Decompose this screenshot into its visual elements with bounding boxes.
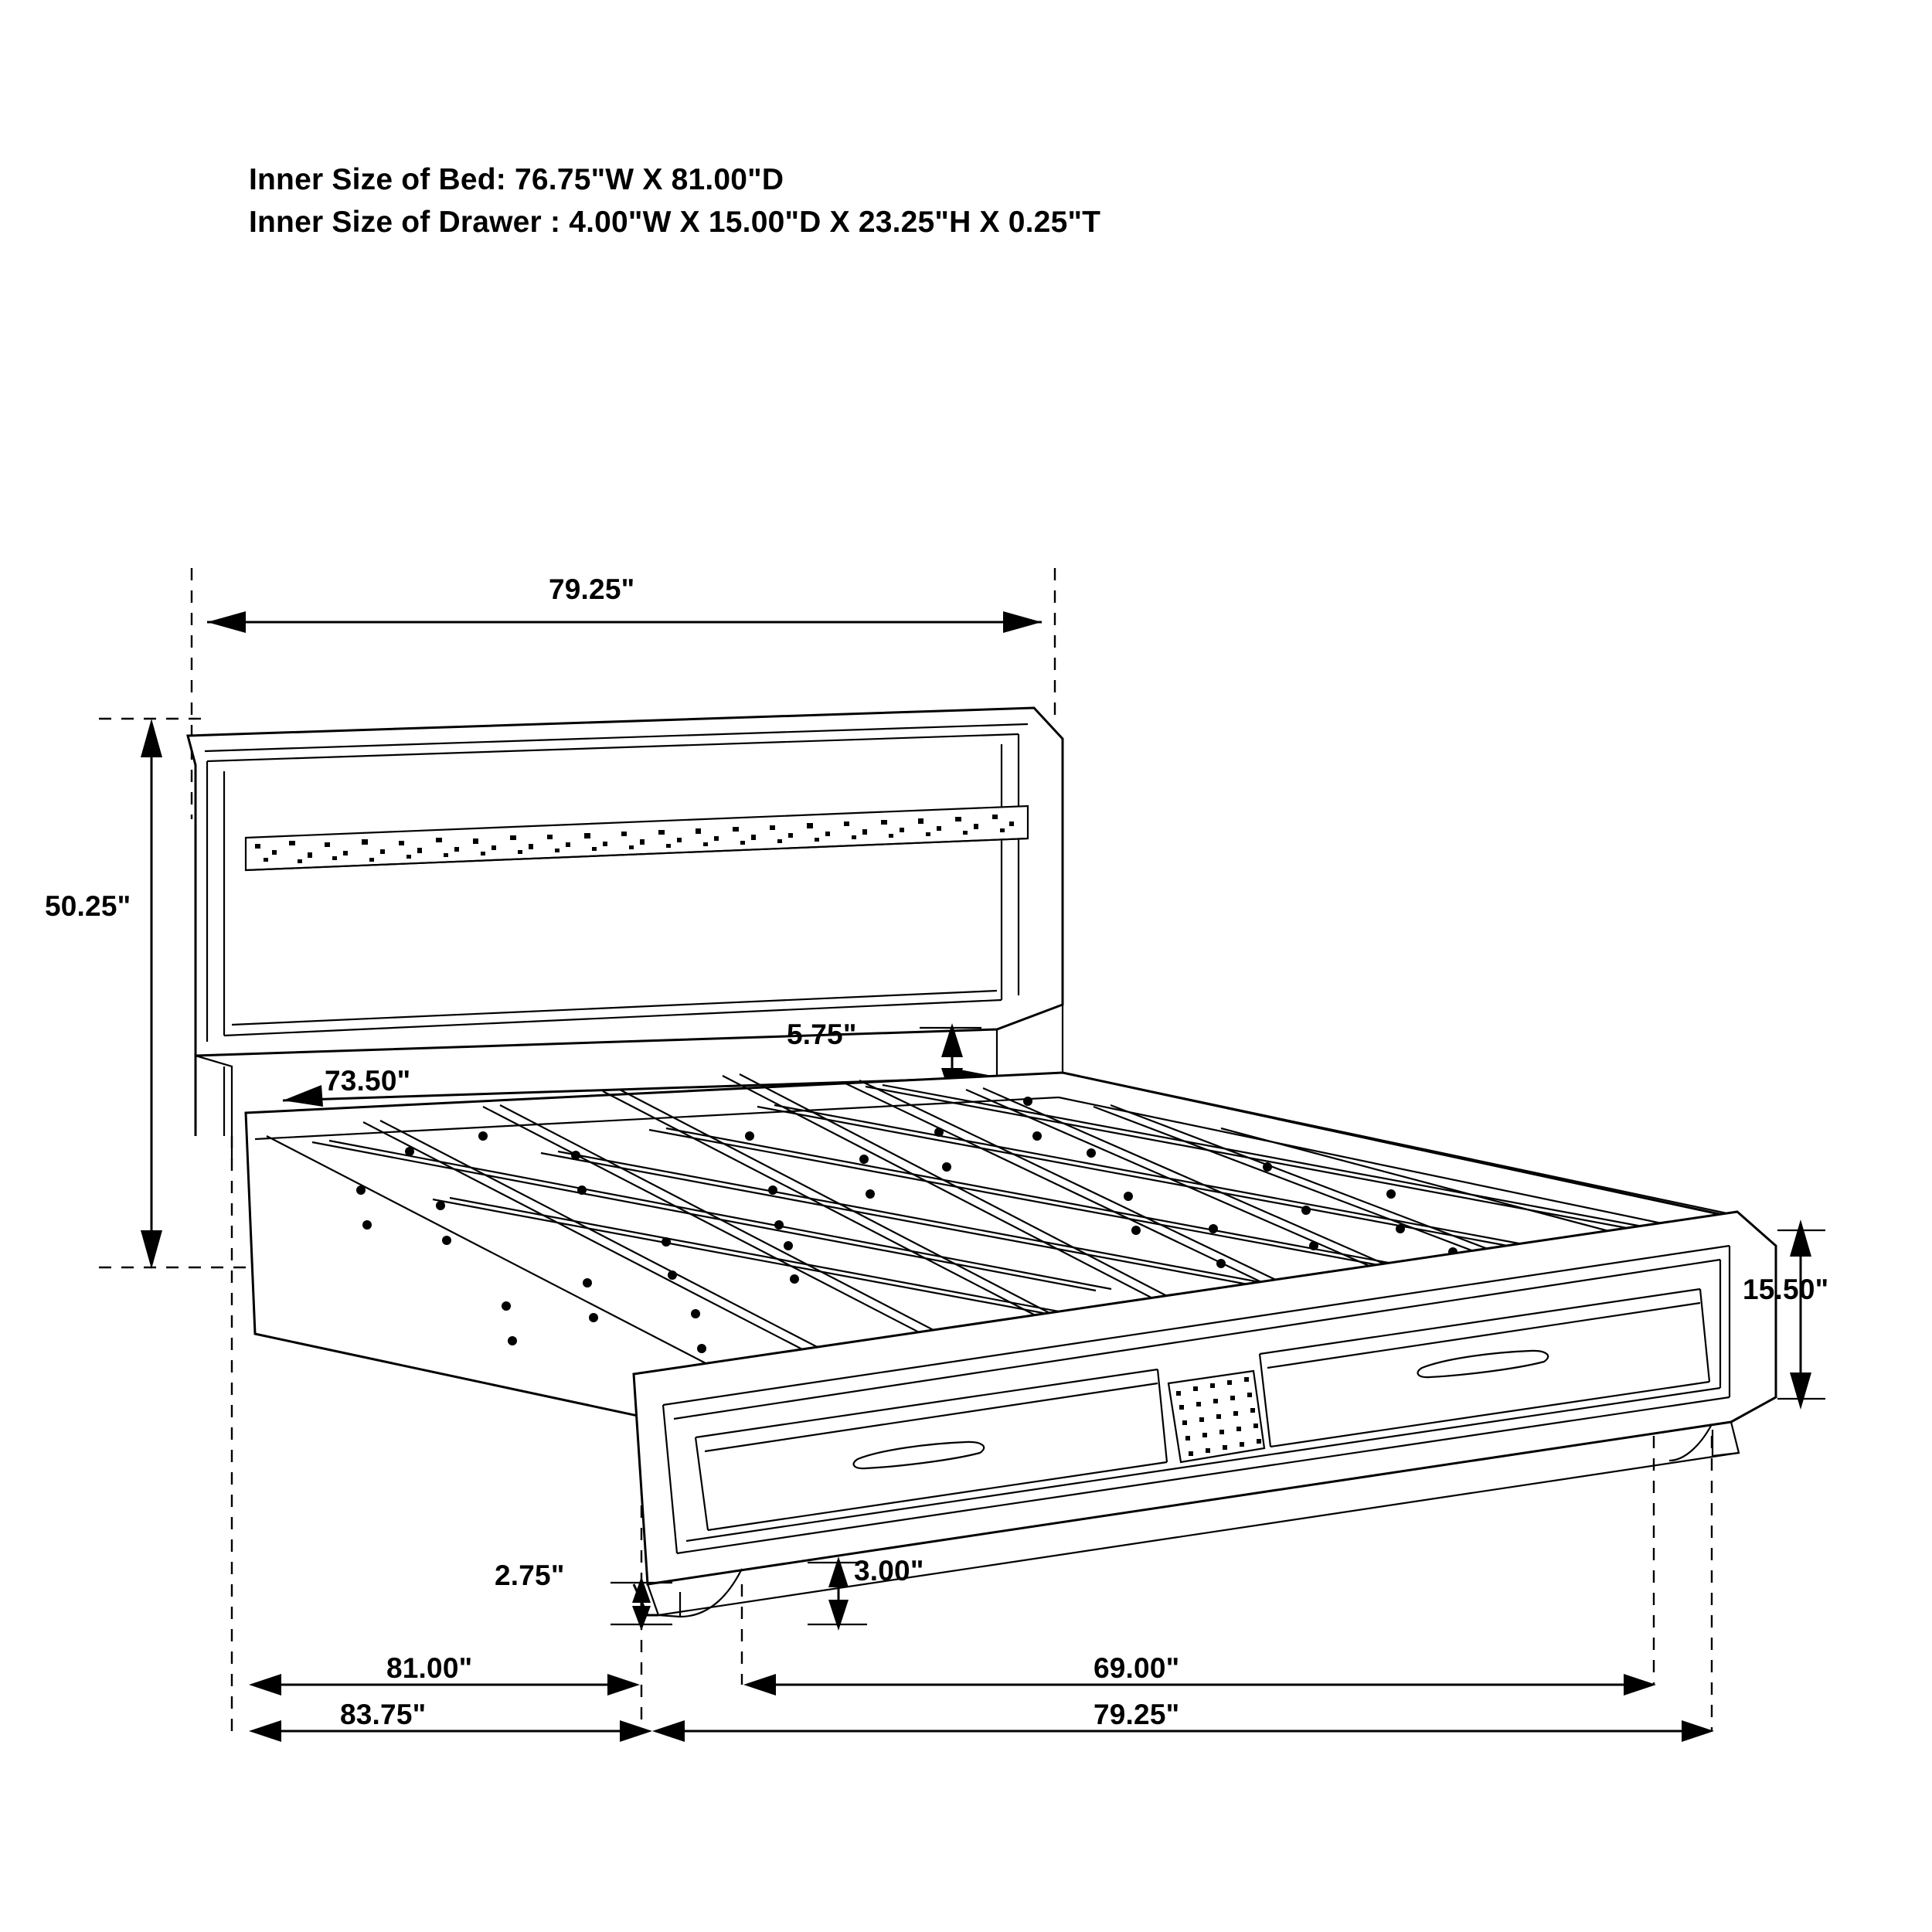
- label-bed-depth-overall: 83.75": [340, 1699, 427, 1730]
- label-footboard-overall-width: 79.25": [1094, 1699, 1180, 1730]
- dim-headboard-width: [207, 611, 1042, 633]
- label-headboard-inner-width: 73.50": [325, 1065, 411, 1097]
- dim-footboard-inner-width: [743, 1674, 1656, 1696]
- label-foot-base-height: 2.75": [495, 1560, 565, 1591]
- label-headboard-width: 79.25": [549, 573, 635, 605]
- label-footboard-height: 15.50": [1743, 1274, 1829, 1305]
- note-drawer-inner-size: Inner Size of Drawer : 4.00"W X 15.00"D X 23.25"H X 0.25"T: [249, 206, 1101, 240]
- label-headboard-height: 50.25": [45, 890, 131, 922]
- dim-footboard-height: [1777, 1219, 1825, 1410]
- dim-headboard-height: [141, 719, 162, 1269]
- dim-footboard-overall-width: [652, 1720, 1714, 1742]
- note-bed-inner-size: Inner Size of Bed: 76.75"W X 81.00"D: [249, 163, 784, 196]
- label-rail-offset: 5.75": [787, 1019, 857, 1050]
- label-footboard-inner-width: 69.00": [1094, 1652, 1180, 1684]
- dim-bed-depth-overall: [249, 1720, 652, 1742]
- dim-foot-base-height: [611, 1577, 672, 1631]
- label-bed-depth-left: 81.00": [386, 1652, 473, 1684]
- label-foot-leg-height: 3.00": [854, 1555, 924, 1587]
